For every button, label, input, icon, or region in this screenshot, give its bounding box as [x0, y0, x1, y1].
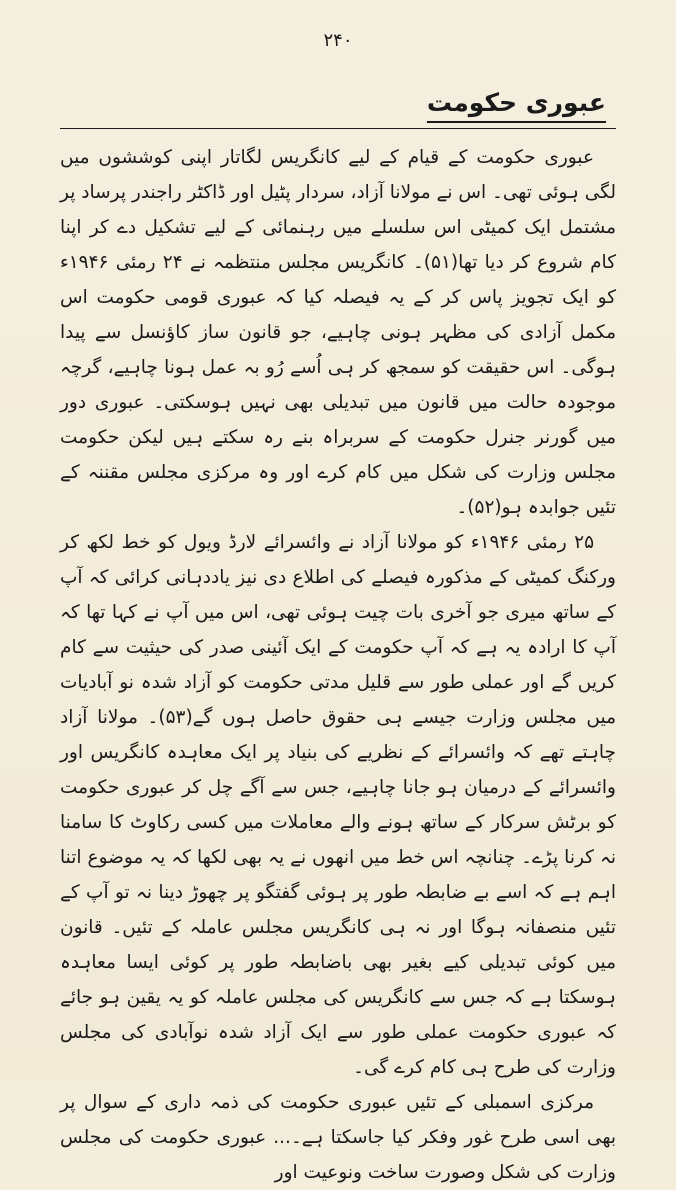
paragraph-3: مرکزی اسمبلی کے تئیں عبوری حکومت کی ذمہ داری کے سوال پر بھی اسی طرح غور وفکر کیا جاسکتا ہے۔... عبوری حکومت کی مجلس وزارت کی شکل وصورت ساخت ونوعیت اور: [60, 1092, 616, 1183]
heading-divider: [60, 128, 616, 129]
paragraph-2: ۲۵ رمئی ۱۹۴۶ء کو مولانا آزاد نے وائسرائے لارڈ ویول کو خط لکھ کر ورکنگ کمیٹی کے مذکورہ فیصلے کی اطلاع دی نیز یاددہانی کرائی کہ آپ کے ساتھ میری جو آخری بات چیت ہوئی تھی، اس میں آپ نے کہا تھا کہ آپ کا ارادہ یہ ہے کہ آپ حکومت کے ایک آئینی صدر کی حیثیت سے کام کریں گے اور عملی طور سے قلیل مدتی حکومت کو آزاد شدہ نو آبادیات میں مجلس وزارت جیسے ہی حقوق حاصل ہوں گے(۵۳)۔ مولانا آزاد چاہتے تھے کہ وائسرائے کے نظریے کی بنیاد پر ایک معاہدہ کانگریس اور وائسرائے کے درمیان ہو جانا چاہیے، جس سے آگے چل کر عبوری حکومت کو برٹش سرکار کے ساتھ ہونے والے معاملات میں کسی رکاوٹ کا سامنا نہ کرنا پڑے۔ چنانچہ اس خط میں انھوں نے یہ بھی لکھا کہ یہ موضوع اتنا اہم ہے کہ اسے بے ضابطہ طور پر ہوئی گفتگو پر چھوڑ دینا نہ تو آپ کے تئیں منصفانہ ہوگا اور نہ ہی کانگریس مجلس عاملہ کے تئیں۔ قانون میں کوئی تبدیلی کیے بغیر بھی باضابطہ طور پر کوئی ایسا معاہدہ ہوسکتا ہے کہ جس سے کانگریس کی مجلس عاملہ کو یہ یقین ہو جائے کہ عبوری حکومت عملی طور سے ایک آزاد شدہ نوآبادی کی مجلس وزارت کی طرح ہی کام کرے گی۔: [60, 532, 616, 1078]
section-heading: عبوری حکومت: [427, 88, 606, 123]
paragraph-1: عبوری حکومت کے قیام کے لیے کانگریس لگاتار اپنی کوششوں میں لگی ہوئی تھی۔ اس نے مولانا آزاد، سردار پٹیل اور ڈاکٹر راجندر پرساد پر مشتمل ایک کمیٹی اس سلسلے میں رہنمائی کے لیے تشکیل دے کر اپنا کام شروع کر دیا تھا(۵۱)۔ کانگریس مجلس منتظمہ نے ۲۴ رمئی ۱۹۴۶ء کو ایک تجویز پاس کر کے یہ فیصلہ کیا کہ عبوری قومی حکومت اس مکمل آزادی کی مظہر ہونی چاہیے، جو قانون ساز کاؤنسل سے پیدا ہوگی۔ اس حقیقت کو سمجھ کر ہی اُسے رُو بہ عمل ہونا چاہیے، گرچہ موجودہ حالت میں قانون میں تبدیلی بھی نہیں ہوسکتی۔ عبوری دور میں گورنر جنرل حکومت کے سربراہ بنے رہ سکتے ہیں لیکن حکومت مجلس وزارت کی شکل میں کام کرے اور وہ مرکزی مجلس مقننہ کے تئیں جوابدہ ہو(۵۲)۔: [60, 147, 616, 518]
page-number: ۲۴۰: [323, 30, 353, 51]
body-text: [60, 140, 616, 1190]
